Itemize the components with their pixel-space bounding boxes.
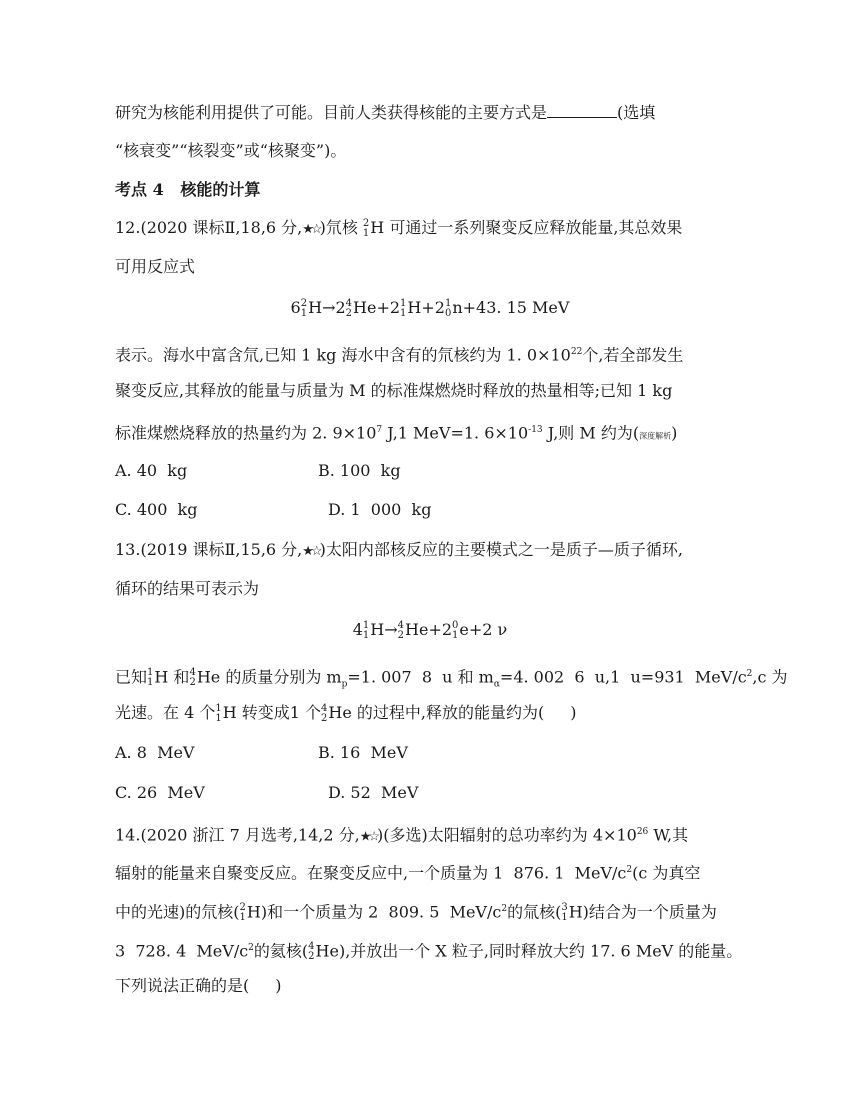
exponent: 22 — [570, 347, 583, 357]
q12-text: )氘核 — [319, 218, 358, 237]
q13-text: =4. 002 6 u,1 u=931 MeV/c — [499, 667, 747, 687]
exponent: -13 — [528, 425, 543, 435]
eq-part: He+2 — [405, 620, 453, 639]
isotope-label: 1 1 — [147, 666, 154, 688]
q13-text: ) — [570, 703, 577, 722]
isotope-label: 1 1 — [215, 702, 222, 724]
q14-text: (c 为真空 — [632, 863, 701, 883]
q13-body-1 — [115, 662, 788, 697]
eq-part: H→ — [370, 620, 398, 639]
q14-text: H)结合为一个质量为 — [568, 902, 717, 922]
q13-option-b[interactable]: B. 16 MeV — [318, 743, 408, 762]
q14-text: He),并放出一个 X 粒子,同时释放大约 17. 6 MeV 的能量。 — [315, 941, 743, 961]
subscript: α — [493, 679, 500, 690]
isotope-label: 3 1 — [561, 901, 568, 923]
intro-text: (选填 — [617, 103, 656, 122]
intro-line-1 — [115, 101, 655, 125]
q13-option-a[interactable]: A. 8 MeV — [115, 743, 195, 762]
q14-text: 辐射的能量来自聚变反应。在聚变反应中,一个质量为 1 876. 1 MeV/c — [115, 863, 627, 883]
q12-line-1: 12.(2020 课标Ⅱ,18,6 分,★☆)氘核 2 1 H 可通过一系列聚变反应释放能量,其总效果 — [115, 217, 683, 239]
q13-option-c[interactable]: C. 26 MeV — [115, 783, 205, 802]
q12-text: 可通过一系列聚变反应释放能量,其总效果 — [389, 218, 683, 237]
q14-text: 的氦核( — [253, 941, 309, 961]
eq-part: H+2 — [407, 298, 445, 317]
q14-line-1 — [115, 820, 688, 849]
q13-equation — [0, 618, 860, 642]
q13-text: 光速。在 4 个 — [115, 703, 216, 722]
difficulty-star-icon: ★☆ — [302, 544, 320, 559]
q14-text: ) — [275, 976, 282, 995]
eq-part: e+2 ν — [459, 620, 508, 639]
exponent: 7 — [376, 425, 383, 435]
q13-option-d[interactable]: D. 52 MeV — [328, 783, 419, 802]
subscript: p — [341, 679, 348, 690]
q12-prefix: 12.(2020 课标Ⅱ,18,6 分, — [115, 218, 303, 237]
isotope-label: 2 1 — [300, 297, 308, 319]
answer-blank[interactable] — [547, 103, 617, 118]
eq-part: He+2 — [353, 298, 401, 317]
intro-text: “核衰变”“核裂变”或“核聚变”)。 — [115, 141, 347, 160]
exponent: 2 — [626, 865, 633, 875]
exponent: 2 — [248, 943, 254, 953]
isotope-label: 0 1 — [452, 619, 459, 641]
q12-body-2: 聚变反应,其释放的能量与质量为 M 的标准煤燃烧时释放的热量相等;已知 1 kg — [115, 381, 673, 400]
section-title: 考点 4 核能的计算 — [115, 180, 261, 199]
eq-part: n+43. 15 MeV — [452, 298, 570, 317]
q14-text: W,其 — [648, 825, 689, 845]
intro-line-2 — [115, 139, 346, 163]
q14-line-3 — [115, 897, 717, 924]
q12-option-a[interactable]: A. 40 kg — [115, 461, 188, 480]
q13-text: H 和 — [154, 667, 190, 687]
q13-text: ,c 为 — [752, 667, 788, 687]
deep-analysis-tag[interactable]: 深度解析 — [639, 431, 672, 441]
q14-text: 中的光速)的氘核( — [115, 902, 240, 922]
eq-coefficient: 6 — [290, 298, 301, 317]
q13-body-2 — [115, 701, 577, 725]
q14-text: 3 728. 4 MeV/c — [115, 941, 249, 961]
q14-text: H)和一个质量为 2 809. 5 MeV/c — [246, 902, 502, 922]
isotope-label: 4 2 — [321, 702, 328, 724]
q14-line-4 — [115, 936, 742, 963]
q12-text: 个,若全部发生 — [582, 345, 684, 365]
q13-text: He 的过程中,释放的能量约为( — [328, 703, 545, 722]
isotope-label: 4 2 — [308, 940, 315, 962]
isotope-label: 4 2 — [397, 619, 405, 641]
q12-text: J,则 M 约为( — [542, 423, 640, 443]
q13-line-2: 循环的结果可表示为 — [115, 579, 260, 598]
isotope-label: 2 1 — [239, 901, 246, 923]
exponent: 26 — [636, 827, 649, 837]
q14-prefix: 14.(2020 浙江 7 月选考,14,2 分, — [115, 825, 360, 845]
q14-text: 下列说法正确的是( — [115, 976, 250, 995]
q13-line-1 — [115, 538, 683, 564]
q13-text: 已知 — [115, 667, 148, 687]
difficulty-star-icon: ★☆ — [302, 222, 320, 237]
q14-text: 的氚核( — [507, 902, 562, 922]
isotope-label: 1 1 — [362, 619, 370, 641]
exponent: 2 — [746, 669, 753, 679]
q14-line-5 — [115, 974, 282, 998]
q12-text: 标准煤燃烧释放的热量约为 2. 9×10 — [115, 423, 377, 443]
isotope-label: 4 2 — [189, 666, 196, 688]
q13-text: =1. 007 8 u 和 m — [347, 667, 494, 687]
q13-prefix: 13.(2019 课标Ⅱ,15,6 分, — [115, 540, 303, 559]
q14-line-2 — [115, 858, 700, 885]
q12-option-d[interactable]: D. 1 000 kg — [328, 500, 432, 519]
intro-text: 研究为核能利用提供了可能。目前人类获得核能的主要方式是 — [115, 103, 548, 122]
q12-body-1 — [115, 340, 683, 367]
q12-line-2: 可用反应式 — [115, 257, 196, 276]
q12-text: ) — [671, 423, 678, 443]
q12-text: 表示。海水中富含氘,已知 1 kg 海水中含有的氘核约为 1. 0×10 — [115, 345, 571, 365]
eq-part: H→2 — [308, 298, 346, 317]
difficulty-star-icon: ★☆ — [359, 829, 378, 845]
q13-text: )太阳内部核反应的主要模式之一是质子—质子循环, — [319, 540, 683, 559]
q12-body-3 — [115, 418, 677, 448]
q12-equation — [0, 296, 860, 320]
q12-option-c[interactable]: C. 400 kg — [115, 500, 198, 519]
q13-text: He 的质量分别为 m — [196, 667, 342, 687]
isotope-label: 1 0 — [444, 297, 452, 319]
eq-coefficient: 4 — [352, 620, 363, 639]
q12-text: J,1 MeV=1. 6×10 — [382, 423, 529, 443]
q12-option-b[interactable]: B. 100 kg — [318, 461, 401, 480]
isotope-label: 4 2 — [345, 297, 353, 319]
isotope-label: 2 1 — [362, 217, 370, 239]
q14-text: )(多选)太阳辐射的总功率约为 4×10 — [377, 825, 637, 845]
exponent: 2 — [501, 904, 508, 914]
isotope-label: 1 1 — [400, 297, 407, 319]
q13-text: H 转变成1 个 — [222, 703, 322, 722]
